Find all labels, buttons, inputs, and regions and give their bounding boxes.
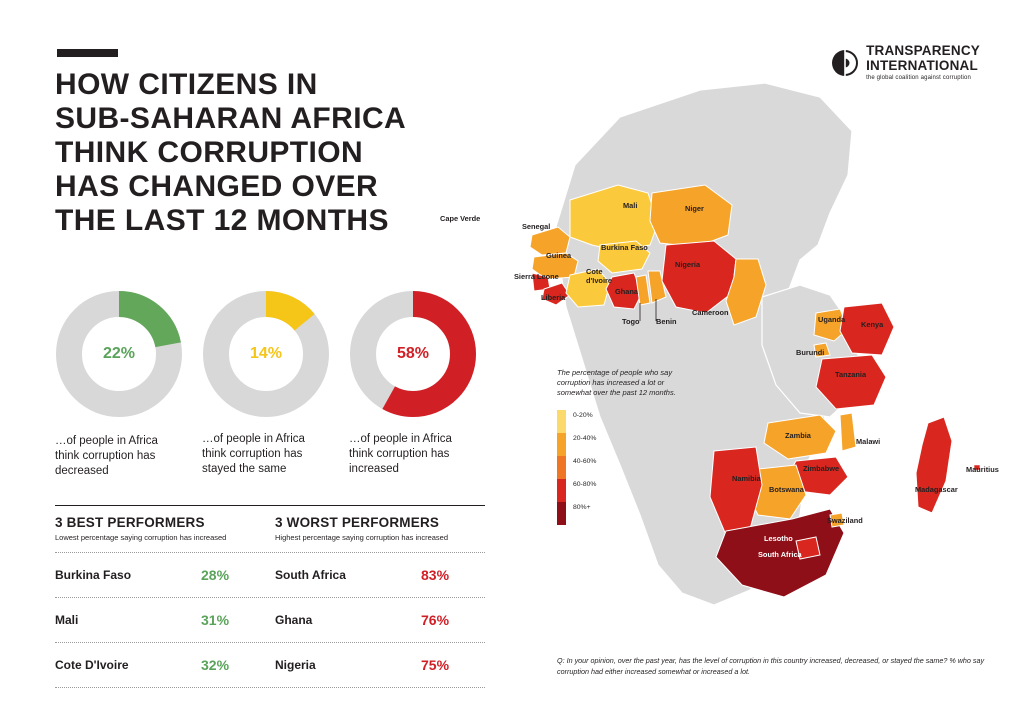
title-line-2: SUB-SAHARAN AFRICA	[55, 102, 407, 135]
performers-table	[55, 505, 485, 688]
worst-performer-value-1: 83%	[421, 567, 450, 583]
map-country-madagascar	[916, 417, 952, 513]
map-label-burkina-faso: Burkina Faso	[601, 243, 648, 252]
worst-performer-value-3: 75%	[421, 657, 450, 673]
map-label-liberia: Liberia	[541, 293, 566, 302]
performers-divider	[55, 505, 485, 506]
worst-performers-header	[265, 515, 485, 542]
map-label-swaziland: Swaziland	[827, 516, 863, 525]
map-graphic	[500, 45, 1010, 685]
donut-same-graphic	[202, 290, 330, 418]
map-label-guinea: Guinea	[546, 251, 572, 260]
map-label-zimbabwe: Zimbabwe	[803, 464, 840, 473]
map-label-sierra-leone: Sierra Leone	[514, 272, 559, 281]
legend-tick-3: 40-60%	[573, 458, 597, 465]
legend-gradient-bar	[557, 410, 566, 525]
best-performer-value-3: 32%	[201, 657, 230, 673]
worst-performer-value-2: 76%	[421, 612, 450, 628]
table-row	[55, 598, 485, 643]
worst-performer-cell-3	[265, 657, 485, 673]
worst-performer-country-3: Nigeria	[275, 658, 316, 672]
best-performer-country-1: Burkina Faso	[55, 568, 132, 582]
worst-performer-cell-1	[265, 567, 485, 583]
best-performer-country-3: Cote D'Ivoire	[55, 658, 129, 672]
footnote: Q: In your opinion, over the past year, has the level of corruption in this country increased, decreased, or stayed the same? % who say corruption had either increased somewhat or increased a lot.	[557, 656, 985, 676]
worst-performers-subtitle: Highest percentage saying corruption has increased	[275, 533, 449, 542]
map-label-south-africa: South Africa	[758, 550, 802, 559]
title-line-1: HOW CITIZENS IN	[55, 68, 318, 101]
donut-decreased-value: 22%	[102, 345, 136, 362]
map-label-mali: Mali	[623, 201, 638, 210]
best-performer-cell-3	[55, 657, 265, 673]
map-label-togo: Togo	[622, 317, 640, 326]
map-label-malawi: Malawi	[856, 437, 881, 446]
africa-choropleth-map	[440, 45, 1010, 685]
logo-line-2: INTERNATIONAL	[866, 57, 978, 73]
legend-tick-5: 80%+	[573, 504, 591, 511]
donut-decreased-caption: …of people in Africa think corruption has decreased	[55, 435, 158, 477]
donut-increased-caption: …of people in Africa think corruption has increased	[349, 433, 452, 475]
map-label-mauritius: Mauritius	[966, 465, 999, 474]
page-title	[55, 68, 485, 238]
worst-performer-cell-2	[265, 612, 485, 628]
map-label-benin: Benin	[656, 317, 677, 326]
best-performers-title: 3 BEST PERFORMERS	[55, 515, 205, 530]
best-performers-header	[55, 515, 265, 542]
donut-same-caption: …of people in Africa think corruption has stayed the same	[202, 433, 305, 475]
map-label-madagascar: Madagascar	[915, 485, 958, 494]
best-performer-value-2: 31%	[201, 612, 230, 628]
map-label-tanzania: Tanzania	[835, 370, 867, 379]
title-line-4: HAS CHANGED OVER	[55, 170, 379, 203]
performers-rows	[55, 552, 485, 688]
donut-same-value: 14%	[249, 345, 283, 362]
worst-performer-country-1: South Africa	[275, 568, 346, 582]
map-label-niger: Niger	[685, 204, 704, 213]
map-label-cameroon: Cameroon	[692, 308, 729, 317]
donut-decreased-graphic	[55, 290, 183, 418]
legend-body	[557, 410, 692, 530]
title-line-5: THE LAST 12 MONTHS	[55, 204, 389, 237]
donut-decreased	[55, 290, 183, 479]
map-country-malawi	[840, 413, 856, 451]
logo-tagline: the global coalition against corruption	[866, 75, 971, 81]
donut-increased	[349, 290, 477, 477]
legend-ticks	[573, 410, 673, 525]
best-performer-cell-1	[55, 567, 265, 583]
logo-line-1: TRANSPARENCY	[866, 43, 980, 58]
map-label-botswana: Botswana	[769, 485, 804, 494]
donut-chart-group	[55, 290, 485, 477]
donut-increased-value: 58%	[396, 345, 430, 362]
map-label-ghana: Ghana	[615, 287, 638, 296]
worst-performer-country-2: Ghana	[275, 613, 313, 627]
performers-header	[55, 515, 485, 542]
donut-increased-graphic	[349, 290, 477, 418]
legend-tick-1: 0-20%	[573, 412, 593, 419]
map-label-zambia: Zambia	[785, 431, 811, 440]
map-label-cote-divoire: Cote d'Ivoire	[586, 267, 612, 285]
title-line-3: THINK CORRUPTION	[55, 136, 364, 169]
map-label-uganda: Uganda	[818, 315, 846, 324]
title-rule	[57, 49, 118, 57]
best-performers-subtitle: Lowest percentage saying corruption has increased	[55, 533, 227, 542]
table-row	[55, 552, 485, 598]
best-performer-cell-2	[55, 612, 265, 628]
map-label-burundi: Burundi	[796, 348, 825, 357]
map-label-cape-verde: Cape Verde	[440, 214, 481, 223]
legend-tick-4: 60-80%	[573, 481, 597, 488]
map-label-namibia: Namibia	[732, 474, 761, 483]
best-performer-value-1: 28%	[201, 567, 230, 583]
legend-title: The percentage of people who say corruption has increased a lot or somewhat over the past 12 months.	[557, 368, 676, 397]
map-label-senegal: Senegal	[522, 222, 551, 231]
map-legend	[557, 368, 692, 530]
donut-same	[202, 290, 330, 477]
map-label-nigeria: Nigeria	[675, 260, 701, 269]
table-row	[55, 643, 485, 688]
map-label-lesotho: Lesotho	[764, 534, 793, 543]
map-label-kenya: Kenya	[861, 320, 884, 329]
best-performer-country-2: Mali	[55, 613, 79, 627]
legend-tick-2: 20-40%	[573, 435, 597, 442]
worst-performers-title: 3 WORST PERFORMERS	[275, 515, 440, 530]
